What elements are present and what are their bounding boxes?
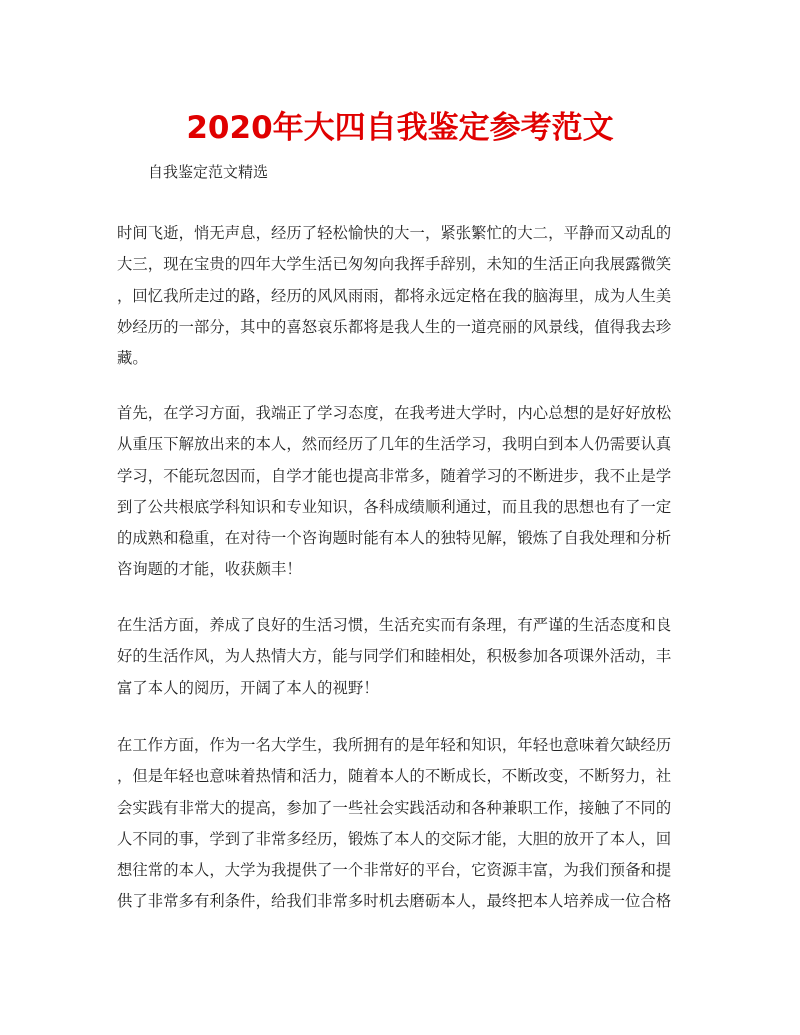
paragraph-line: 好的生活作风，为人热情大方，能与同学们和睦相处，积极参加各项课外活动，丰	[117, 647, 672, 666]
paragraph-line: 从重压下解放出来的本人，然而经历了几年的生活学习，我明白到本人仍需要认真	[117, 435, 672, 454]
paragraph-line: 会实践有非常大的提高，参加了一些社会实践活动和各种兼职工作，接触了不同的	[117, 798, 672, 817]
paragraph-line: 富了本人的阅历，开阔了本人的视野！	[117, 678, 379, 697]
paragraph-line: ，回忆我所走过的路，经历的风风雨雨，都将永远定格在我的脑海里，成为人生美	[117, 286, 672, 305]
paragraph-line: 时间飞逝，悄无声息，经历了轻松愉快的大一，紧张繁忙的大二，平静而又动乱的	[117, 224, 672, 242]
paragraph-line: 人不同的事，学到了非常多经历，锻炼了本人的交际才能，大胆的放开了本人，回	[117, 829, 672, 848]
paragraph-line: 想往常的本人，大学为我提供了一个非常好的平台，它资源丰富，为我们预备和提	[117, 861, 672, 880]
document-subtitle: 自我鉴定范文精选	[148, 163, 269, 181]
paragraph-work	[117, 730, 689, 918]
paragraph-line: 到了公共根底学科知识和专业知识，各科成绩顺利通过，而且我的思想也有了一定	[117, 497, 672, 516]
paragraph-line: 在工作方面，作为一名大学生，我所拥有的是年轻和知识，年轻也意味着欠缺经历	[117, 736, 672, 754]
paragraph-line: 咨询题的才能，收获颇丰！	[117, 560, 302, 579]
paragraph-study	[117, 398, 689, 586]
paragraph-line: ，但是年轻也意味着热情和活力，随着本人的不断成长，不断改变，不断努力，社	[117, 767, 672, 786]
paragraph-line: 在生活方面，养成了良好的生活习惯，生活充实而有条理，有严谨的生活态度和良	[117, 616, 672, 634]
paragraph-line: 大三，现在宝贵的四年大学生活已匆匆向我挥手辞别，未知的生活正向我展露微笑	[117, 255, 672, 274]
paragraph-line: 妙经历的一部分，其中的喜怒哀乐都将是我人生的一道亮丽的风景线，值得我去珍	[117, 317, 672, 336]
paragraph-line: 首先，在学习方面，我端正了学习态度，在我考进大学时，内心总想的是好好放松	[117, 404, 672, 422]
paragraph-line: 藏。	[117, 349, 148, 368]
document-title: 2020年大四自我鉴定参考范文	[186, 110, 614, 146]
paragraph-life	[117, 610, 689, 704]
paragraph-line: 的成熟和稳重，在对待一个咨询题时能有本人的独特见解，锻炼了自我处理和分析	[117, 529, 672, 548]
paragraph-line: 学习，不能玩忽因而，自学才能也提高非常多，随着学习的不断进步，我不止是学	[117, 466, 672, 485]
paragraph-line: 供了非常多有利条件，给我们非常多时机去磨砺本人，最终把本人培养成一位合格	[117, 892, 672, 911]
paragraph-intro	[117, 218, 689, 374]
